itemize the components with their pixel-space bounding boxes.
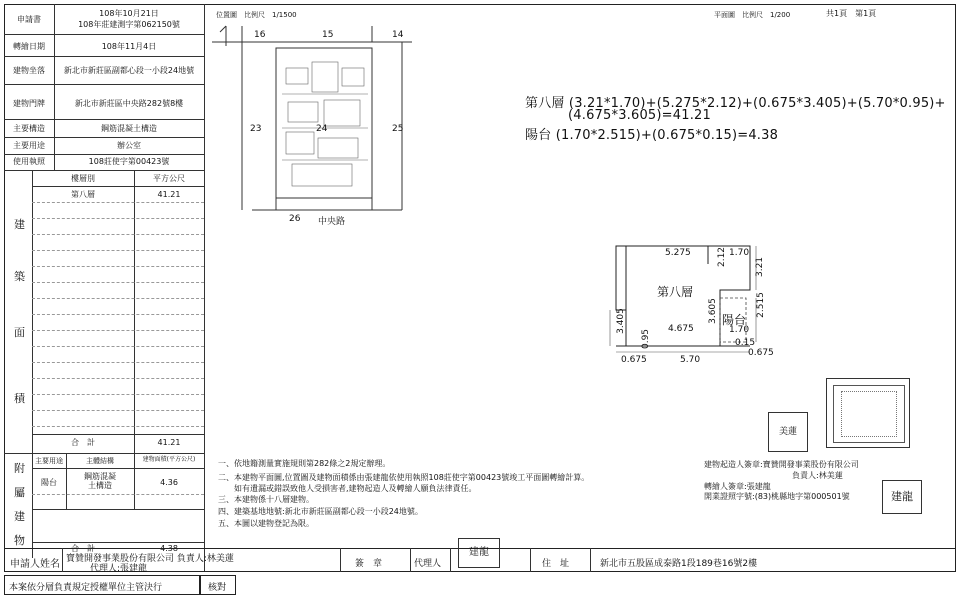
site-plan-header: 位置圖 比例尺 1/1500 [216,11,297,19]
lot-label-26: 26 [289,214,301,224]
lot-label-24: 24 [316,124,328,134]
note-5: 五、本圖以建物登記為限。 [218,519,314,528]
bottom-note: 本案依分層負責規定授權單位主管決行 [9,583,163,593]
att-struct: 鋼筋混凝土構造 [84,472,116,491]
att-total-label: 合 計 [71,544,95,553]
note-1: 一、依地籍測量實施規則第282條之2規定辦理。 [218,459,391,468]
att-area: 4.36 [160,478,178,487]
col-floor-header: 樓層別 [71,174,95,183]
permit-value: 108莊使字第00423號 [88,157,170,166]
agent-seal [458,538,500,568]
total-label: 合 計 [71,438,95,447]
floor-plan-header: 平面圖 比例尺 1/200 [714,11,791,19]
attached-char-3: 建 [14,510,25,523]
attached-char-2: 屬 [14,486,25,499]
door-label: 建物門牌 [13,99,45,108]
room-label-main: 第八層 [657,285,694,299]
note-3: 三、本建物係十八層建物。 [218,495,314,504]
note-2-cont: 如有遺漏或錯誤致他人受損害者,建物起造人及轉繪人願負法律責任。 [218,484,477,493]
rep-seal-text: 美蓮 [778,427,797,437]
address-value: 新北市五股區成泰路1段189巷16號2樓 [600,559,758,569]
lot-label-15: 15 [322,30,334,40]
agent-seal-text: 建龍 [469,547,489,558]
road-label: 中央路 [318,217,346,227]
att-total-value: 4.38 [160,544,178,553]
applicant-value: 寶贊開發事業股份有限公司 負責人:林美蓮 [66,554,234,564]
att-col-struct: 主體結構 [86,457,114,465]
total-value: 41.21 [157,438,181,447]
section-building-char-4: 積 [14,392,25,405]
note-4: 四、建築基地地號:新北市新莊區副都心段一小段24地號。 [218,507,423,516]
rep-seal [768,412,808,452]
site-value: 新北市新莊區副都心段一小段24地號 [63,66,195,75]
dim-mid-c: 1.70 [729,325,750,335]
dim-top-b: 2.12 [717,246,728,268]
transfer-date: 108年11月4日 [101,42,157,51]
formula-line-2: (4.675*3.605)=41.21 [568,108,711,123]
col-area-header: 平方公尺 [153,174,185,183]
floor-area: 41.21 [157,190,181,199]
attached-char-1: 附 [14,462,25,475]
seal-label: 簽 章 [355,559,383,569]
agent-value: 代理人:張建龍 [90,564,148,574]
dim-bot-a: 0.675 [621,355,647,365]
dim-mid-b: 4.675 [668,324,694,334]
agent-label: 代理人 [414,559,442,569]
section-building-char-1: 建 [14,218,25,231]
dim-bot-b: 5.70 [680,355,701,365]
use-label: 主要用途 [13,141,45,150]
drafter-seal-text: 建龍 [891,490,913,503]
left-info-table [4,4,204,572]
rep-signature-line: 負責人:林美蓮 [792,471,843,480]
apply-number: 108年莊建測字第062150號 [78,20,180,29]
apply-date-label: 申請書 [17,15,41,24]
dim-right-a: 3.21 [755,256,766,278]
dim-left-b: 0.95 [641,328,652,350]
structure-value: 鋼筋混凝土構造 [101,124,157,133]
door-value: 新北市新莊區中央路282號8樓 [74,99,184,108]
dim-bot-c: 0.15 [735,338,756,348]
dim-bot-d: 0.675 [748,348,774,358]
owner-signature-line: 建物起造人簽章:寶贊開發事業股份有限公司 [704,460,859,469]
drafter-seal [882,480,922,514]
section-building-char-2: 築 [14,270,25,283]
attached-char-4: 物 [14,534,25,547]
applicant-label: 申請人姓名 [10,559,60,570]
note-2: 二、本建物平面圖,位置圖及建物面積係由張建龍依使用執照108莊使字第00423號竣工平面圖轉繪計算。 [218,473,590,482]
formula-line-3: 陽台 (1.70*2.515)+(0.675*0.15)=4.38 [525,128,779,143]
dim-mid-a: 3.605 [707,298,718,324]
drafter-signature-line: 轉繪人簽章:張建龍 [704,482,771,491]
page-number: 共1頁 第1頁 [826,9,877,18]
structure-label: 主要構造 [13,124,45,133]
company-seal [826,378,910,448]
section-building-char-3: 面 [14,326,25,339]
lot-label-23: 23 [250,124,262,134]
dim-top-c: 1.70 [729,248,750,258]
address-label: 住 址 [542,559,570,569]
check-label: 核對 [208,583,227,593]
site-label: 建物坐落 [13,66,45,75]
att-use: 陽台 [41,478,57,487]
formula-line-1: 第八層 (3.21*1.70)+(5.275*2.12)+(0.675*3.405)+(5.70*0.95)+ [525,96,946,111]
use-value: 辦公室 [117,141,141,150]
apply-date: 108年10月21日 [99,9,159,18]
room-label-balcony: 陽台 [722,313,747,327]
floor-name: 第八層 [71,190,95,199]
lot-label-16: 16 [254,30,266,40]
license-line: 開業證照字號:(83)桃縣地字第000501號 [704,492,850,501]
transfer-date-label: 轉繪日期 [13,42,45,51]
permit-label: 使用執照 [13,157,45,166]
dim-right-b: 2.515 [755,292,766,318]
lot-label-14: 14 [392,30,404,40]
lot-label-25: 25 [392,124,404,134]
dim-top-a: 5.275 [665,248,691,258]
dim-left-a: 3.405 [615,308,626,334]
att-col-use: 主要用途 [35,457,63,465]
att-col-area: 建物面積(平方公尺) [142,456,196,463]
